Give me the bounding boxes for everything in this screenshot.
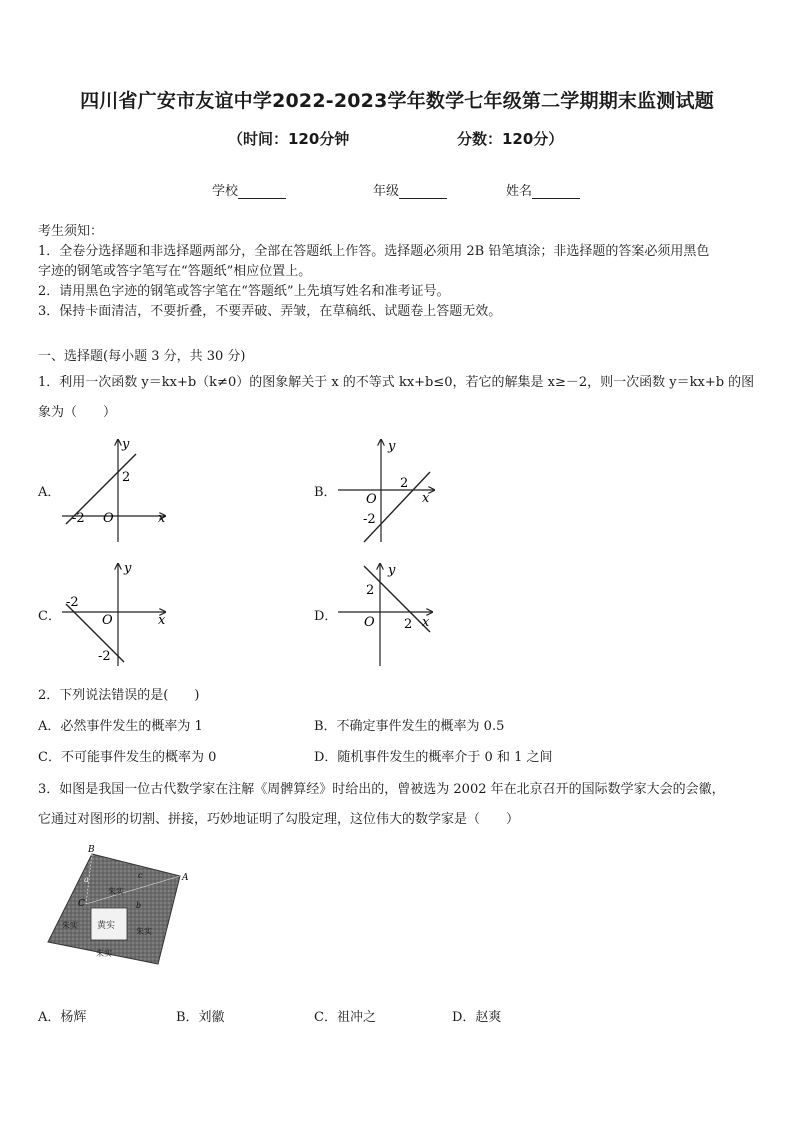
tick-label-neg: 2 bbox=[404, 617, 413, 632]
q2-option-a[interactable]: A．必然事件发生的概率为 1 bbox=[38, 719, 203, 734]
notice-item: 2．请用黑色字迹的钢笔或答字笔在“答题纸”上先填写姓名和准考证号。 bbox=[38, 284, 450, 299]
vertex-c: C bbox=[78, 899, 85, 909]
tick-label-neg: -2 bbox=[72, 511, 85, 526]
q3-option-b[interactable]: B．刘徽 bbox=[176, 1010, 225, 1025]
q2-option-c[interactable]: C．不可能事件发生的概率为 0 bbox=[38, 750, 217, 765]
q3-line2: 它通过对图形的切割、拼接，巧妙地证明了勾股定理，这位伟大的数学家是（ ） bbox=[38, 812, 520, 827]
school-label: 学校 bbox=[212, 184, 239, 199]
y-label: y bbox=[124, 561, 132, 576]
zhu-label: 朱实 bbox=[96, 949, 112, 958]
origin-label: O bbox=[103, 511, 114, 526]
function-line bbox=[364, 472, 430, 542]
zhao-shuang-figure bbox=[40, 842, 190, 972]
grade-field[interactable] bbox=[373, 180, 447, 199]
q1-option-a[interactable]: A． bbox=[38, 485, 61, 500]
q3-line1: 3．如图是我国一位古代数学家在注解《周髀算经》时给出的，曾被选为 2002 年在北京召开的国际数学家大会的会徽， bbox=[38, 782, 725, 797]
notice-item: 3．保持卡面清洁，不要折叠，不要弄破、弄皱，在草稿纸、试题卷上答题无效。 bbox=[38, 304, 502, 319]
vertex-b: B bbox=[88, 845, 95, 855]
grade-label: 年级 bbox=[373, 184, 400, 199]
exam-time: （时间：120分钟 bbox=[228, 130, 350, 148]
exam-title: 四川省广安市友谊中学2022-2023学年数学七年级第二学期期末监测试题 bbox=[80, 90, 714, 112]
tick-label-pos: 2 bbox=[122, 470, 131, 485]
zhu-label: 朱实 bbox=[136, 927, 152, 936]
vertex-a: A bbox=[182, 873, 189, 883]
y-label: y bbox=[122, 437, 130, 452]
graph-a bbox=[60, 436, 175, 544]
x-label: x bbox=[158, 613, 166, 628]
name-field[interactable] bbox=[506, 180, 580, 199]
q3-option-c[interactable]: C．祖冲之 bbox=[314, 1010, 376, 1025]
q1-line2: 象为（ ） bbox=[38, 405, 117, 420]
zhu-label: 朱实 bbox=[108, 887, 124, 896]
notice-item: 1．全卷分选择题和非选择题两部分，全部在答题纸上作答。选择题必须用 2B 铅笔填涂；非选择题的答案必须用黑色 bbox=[38, 244, 710, 259]
x-label: x bbox=[422, 615, 430, 630]
tick-label-pos: -2 bbox=[66, 595, 79, 610]
q2-option-b[interactable]: B．不确定事件发生的概率为 0.5 bbox=[314, 719, 505, 734]
origin-label: O bbox=[364, 615, 375, 630]
exam-score: 分数：120分） bbox=[457, 130, 564, 148]
grade-blank[interactable] bbox=[399, 184, 447, 199]
zhu-label: 朱实 bbox=[62, 921, 78, 930]
school-field[interactable] bbox=[212, 180, 286, 199]
y-label: y bbox=[388, 563, 396, 578]
q3-option-d[interactable]: D．赵爽 bbox=[452, 1010, 502, 1025]
origin-label: O bbox=[366, 492, 377, 507]
q1-option-b[interactable]: B． bbox=[314, 485, 337, 500]
notice-block bbox=[38, 222, 758, 322]
school-blank[interactable] bbox=[238, 184, 286, 199]
q2-stem: 2．下列说法错误的是( ) bbox=[38, 688, 200, 703]
huang-label: 黄实 bbox=[97, 921, 116, 931]
tick-label-pos: 2 bbox=[366, 583, 375, 598]
q2-option-d[interactable]: D．随机事件发生的概率介于 0 和 1 之间 bbox=[314, 750, 553, 765]
y-label: y bbox=[388, 439, 396, 454]
function-line bbox=[66, 604, 124, 662]
side-c: c bbox=[138, 871, 143, 880]
graph-b bbox=[336, 436, 451, 544]
q1-option-c[interactable]: C． bbox=[38, 609, 61, 624]
graph-c bbox=[60, 560, 175, 668]
notice-item: 字迹的钢笔或答字笔写在“答题纸”相应位置上。 bbox=[38, 264, 312, 279]
graph-d bbox=[336, 560, 451, 668]
tick-label-neg: -2 bbox=[98, 649, 111, 664]
q3-option-a[interactable]: A．杨辉 bbox=[38, 1010, 87, 1025]
name-label: 姓名 bbox=[506, 184, 533, 199]
side-a: a bbox=[84, 875, 89, 884]
side-b: b bbox=[136, 901, 142, 910]
tick-label-neg: -2 bbox=[363, 512, 376, 527]
q1-option-d[interactable]: D． bbox=[314, 609, 338, 624]
x-label: x bbox=[158, 511, 166, 526]
q1-line1: 1．利用一次函数 y＝kx+b（k≠0）的图象解关于 x 的不等式 kx+b≤0，若它的解集是 x≥－2，则一次函数 y＝kx+b 的图 bbox=[38, 375, 755, 390]
name-blank[interactable] bbox=[532, 184, 580, 199]
section-heading: 一、选择题(每小题 3 分，共 30 分) bbox=[38, 349, 246, 364]
notice-heading: 考生须知： bbox=[38, 224, 104, 239]
origin-label: O bbox=[102, 613, 113, 628]
tick-label-pos: 2 bbox=[400, 476, 409, 491]
x-label: x bbox=[422, 491, 430, 506]
